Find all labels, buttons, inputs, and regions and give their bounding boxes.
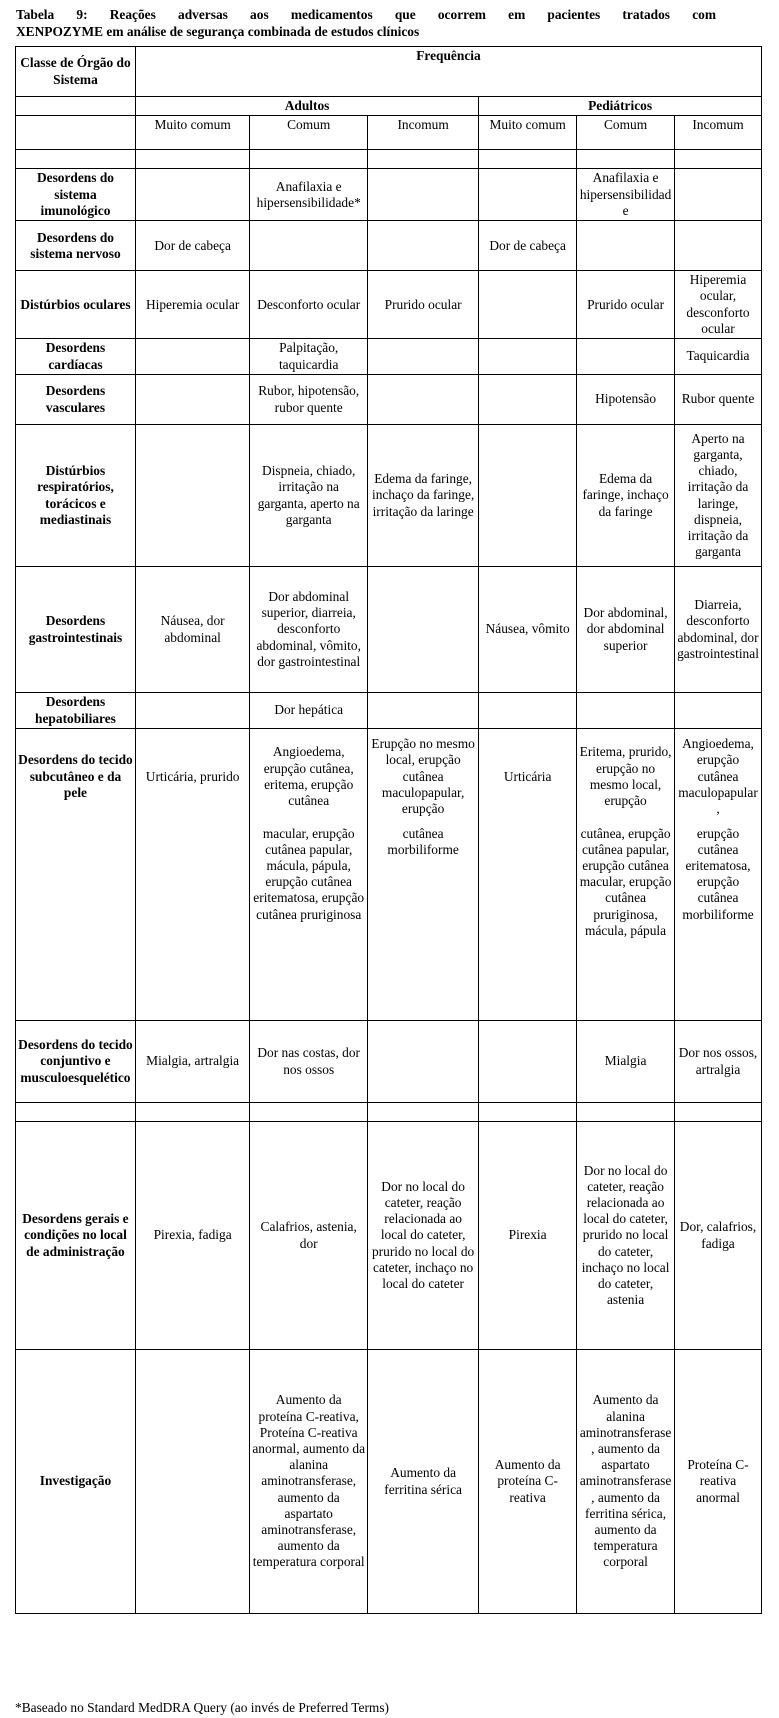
table-row-immune bbox=[16, 169, 762, 221]
spacer-cell bbox=[16, 150, 136, 169]
cell-pediatrics-uncommon: Dor nos ossos, artralgia bbox=[675, 1021, 762, 1103]
header-pediatrics-very-common: Muito comum bbox=[479, 116, 577, 150]
cell-adults-very-common: Náusea, dor abdominal bbox=[135, 567, 249, 693]
header-blank bbox=[16, 116, 136, 150]
header-pediatrics-common: Comum bbox=[577, 116, 675, 150]
cell-pediatrics-uncommon: Dor, calafrios, fadiga bbox=[675, 1122, 762, 1350]
organ-class: Desordens do tecido subcutâneo e da pele bbox=[16, 729, 136, 825]
table-row-hepato bbox=[16, 693, 762, 729]
organ-class: Desordens hepatobiliares bbox=[16, 693, 136, 729]
cell-adults-common: Calafrios, astenia, dor bbox=[250, 1122, 368, 1350]
table-caption bbox=[16, 6, 716, 40]
organ-class: Desordens gastrointestinais bbox=[16, 567, 136, 693]
cell-adults-very-common bbox=[135, 169, 249, 221]
cell-adults-very-common bbox=[135, 375, 249, 425]
table-row-musculo bbox=[16, 1021, 762, 1103]
header-adults-common: Comum bbox=[250, 116, 368, 150]
footnote: *Baseado no Standard MedDRA Query (ao invés de Preferred Terms) bbox=[15, 1700, 390, 1715]
cell-adults-uncommon: cutânea morbiliforme bbox=[368, 825, 479, 1021]
caption-line-1: Tabela 9: Reações adversas aos medicamentos que ocorrem em pacientes tratados com bbox=[16, 7, 716, 22]
cell-pediatrics-very-common: Urticária bbox=[479, 729, 577, 825]
cell-pediatrics-uncommon: erupção cutânea eritematosa, erupção cutânea morbiliforme bbox=[675, 825, 762, 1021]
cell-pediatrics-common: cutânea, erupção cutânea papular, erupção cutânea macular, erupção cutânea pruriginosa, mácula, pápula bbox=[577, 825, 675, 1021]
cell-pediatrics-very-common: Aumento da proteína C-reativa bbox=[479, 1350, 577, 1614]
organ-class: Desordens do sistema imunológico bbox=[16, 169, 136, 221]
cell-pediatrics-very-common bbox=[479, 425, 577, 567]
caption-line-2: XENPOZYME em análise de segurança combinada de estudos clínicos bbox=[16, 24, 420, 39]
table-row-eye bbox=[16, 271, 762, 339]
cell-adults-common: Anafilaxia e hipersensibilidade* bbox=[250, 169, 368, 221]
cell-adults-uncommon bbox=[368, 567, 479, 693]
cell-pediatrics-very-common bbox=[479, 1021, 577, 1103]
cell-adults-uncommon: Erupção no mesmo local, erupção cutânea maculopapular, erupção bbox=[368, 729, 479, 825]
table-row-nervous bbox=[16, 221, 762, 271]
cell-pediatrics-uncommon bbox=[675, 693, 762, 729]
organ-class: Desordens cardíacas bbox=[16, 339, 136, 375]
header-adults-very-common: Muito comum bbox=[135, 116, 249, 150]
header-adults: Adultos bbox=[135, 97, 478, 116]
cell-adults-very-common bbox=[135, 425, 249, 567]
organ-class: Desordens vasculares bbox=[16, 375, 136, 425]
table-row-cardiac bbox=[16, 339, 762, 375]
table-row-vascular bbox=[16, 375, 762, 425]
cell-pediatrics-very-common: Náusea, vômito bbox=[479, 567, 577, 693]
cell-pediatrics-very-common: Dor de cabeça bbox=[479, 221, 577, 271]
cell-pediatrics-common bbox=[577, 339, 675, 375]
cell-pediatrics-common: Mialgia bbox=[577, 1021, 675, 1103]
cell-adults-uncommon: Dor no local do cateter, reação relacionada ao local do cateter, prurido no local do cateter, inchaço no local do cateter bbox=[368, 1122, 479, 1350]
cell-adults-common: Dor hepática bbox=[250, 693, 368, 729]
cell-adults-common: Dor abdominal superior, diarreia, desconforto abdominal, vômito, dor gastrointestinal bbox=[250, 567, 368, 693]
cell-pediatrics-very-common: Pirexia bbox=[479, 1122, 577, 1350]
header-organ-class: Classe de Órgão do Sistema bbox=[16, 47, 136, 97]
cell-adults-uncommon: Aumento da ferritina sérica bbox=[368, 1350, 479, 1614]
table-row-general bbox=[16, 1122, 762, 1350]
table-row-respiratory bbox=[16, 425, 762, 567]
cell-adults-uncommon bbox=[368, 693, 479, 729]
cell-adults-very-common: Pirexia, fadiga bbox=[135, 1122, 249, 1350]
header-pediatrics-uncommon: Incomum bbox=[675, 116, 762, 150]
cell-adults-common: Desconforto ocular bbox=[250, 271, 368, 339]
organ-class: Desordens gerais e condições no local de administração bbox=[16, 1122, 136, 1350]
cell-pediatrics-common bbox=[577, 221, 675, 271]
cell-pediatrics-very-common bbox=[479, 169, 577, 221]
header-pediatrics: Pediátricos bbox=[479, 97, 762, 116]
cell-pediatrics-very-common bbox=[479, 825, 577, 1021]
cell-adults-very-common: Urticária, prurido bbox=[135, 729, 249, 825]
cell-adults-very-common bbox=[135, 825, 249, 1021]
cell-adults-very-common bbox=[135, 339, 249, 375]
table-row-skin bbox=[16, 729, 762, 825]
cell-adults-very-common: Mialgia, artralgia bbox=[135, 1021, 249, 1103]
cell-pediatrics-uncommon: Angioedema, erupção cutânea maculopapular, bbox=[675, 729, 762, 825]
cell-adults-common: macular, erupção cutânea papular, mácula, pápula, erupção cutânea eritematosa, erupção cutânea pruriginosa bbox=[250, 825, 368, 1021]
cell-pediatrics-uncommon bbox=[675, 169, 762, 221]
cell-pediatrics-uncommon bbox=[675, 221, 762, 271]
cell-adults-common: Dor nas costas, dor nos ossos bbox=[250, 1021, 368, 1103]
organ-class: Distúrbios respiratórios, torácicos e mediastinais bbox=[16, 425, 136, 567]
organ-class: Desordens do tecido conjuntivo e musculoesquelético bbox=[16, 1021, 136, 1103]
cell-adults-uncommon: Prurido ocular bbox=[368, 271, 479, 339]
cell-adults-common: Palpitação, taquicardia bbox=[250, 339, 368, 375]
cell-pediatrics-common: Anafilaxia e hipersensibilidade bbox=[577, 169, 675, 221]
cell-adults-uncommon bbox=[368, 339, 479, 375]
cell-adults-uncommon bbox=[368, 221, 479, 271]
cell-pediatrics-common bbox=[577, 693, 675, 729]
cell-pediatrics-common: Prurido ocular bbox=[577, 271, 675, 339]
cell-pediatrics-uncommon: Proteína C-reativa anormal bbox=[675, 1350, 762, 1614]
cell-pediatrics-very-common bbox=[479, 375, 577, 425]
header-frequency: Frequência bbox=[135, 47, 761, 97]
cell-adults-uncommon bbox=[368, 169, 479, 221]
cell-pediatrics-very-common bbox=[479, 339, 577, 375]
cell-pediatrics-uncommon: Rubor quente bbox=[675, 375, 762, 425]
cell-adults-common: Aumento da proteína C-reativa, Proteína C-reativa anormal, aumento da alanina aminotransferase, aumento da aspartato aminotransferase, aumento da temperatura corporal bbox=[250, 1350, 368, 1614]
cell-pediatrics-common: Aumento da alanina aminotransferase, aumento da aspartato aminotransferase, aumento da ferritina sérica, aumento da temperatura corporal bbox=[577, 1350, 675, 1614]
table-row-skin-continued bbox=[16, 825, 762, 1021]
cell-pediatrics-uncommon: Taquicardia bbox=[675, 339, 762, 375]
cell-adults-common bbox=[250, 221, 368, 271]
cell-adults-uncommon bbox=[368, 1021, 479, 1103]
cell-pediatrics-common: Hipotensão bbox=[577, 375, 675, 425]
organ-class: Investigação bbox=[16, 1350, 136, 1614]
cell-pediatrics-very-common bbox=[479, 693, 577, 729]
spacer-cell bbox=[16, 1103, 136, 1122]
cell-adults-very-common bbox=[135, 693, 249, 729]
cell-adults-very-common bbox=[135, 1350, 249, 1614]
header-blank bbox=[16, 97, 136, 116]
cell-adults-uncommon: Edema da faringe, inchaço da faringe, irritação da laringe bbox=[368, 425, 479, 567]
cell-pediatrics-common: Dor no local do cateter, reação relacionada ao local do cateter, prurido no local do cateter, inchaço no local do cateter, astenia bbox=[577, 1122, 675, 1350]
cell-pediatrics-uncommon: Diarreia, desconforto abdominal, dor gastrointestinal bbox=[675, 567, 762, 693]
cell-pediatrics-common: Dor abdominal, dor abdominal superior bbox=[577, 567, 675, 693]
cell-pediatrics-very-common bbox=[479, 271, 577, 339]
cell-adults-common: Angioedema, erupção cutânea, eritema, erupção cutânea bbox=[250, 729, 368, 825]
header-adults-uncommon: Incomum bbox=[368, 116, 479, 150]
table-row-gastro bbox=[16, 567, 762, 693]
organ-class bbox=[16, 825, 136, 1021]
cell-adults-uncommon bbox=[368, 375, 479, 425]
cell-pediatrics-common: Edema da faringe, inchaço da faringe bbox=[577, 425, 675, 567]
cell-pediatrics-uncommon: Aperto na garganta, chiado, irritação da laringe, dispneia, irritação da garganta bbox=[675, 425, 762, 567]
organ-class: Desordens do sistema nervoso bbox=[16, 221, 136, 271]
cell-adults-common: Rubor, hipotensão, rubor quente bbox=[250, 375, 368, 425]
table-row-investigation bbox=[16, 1350, 762, 1614]
cell-adults-very-common: Dor de cabeça bbox=[135, 221, 249, 271]
adverse-reactions-table bbox=[15, 46, 762, 1614]
cell-pediatrics-common: Eritema, prurido, erupção no mesmo local, erupção bbox=[577, 729, 675, 825]
cell-adults-common: Dispneia, chiado, irritação na garganta, aperto na garganta bbox=[250, 425, 368, 567]
cell-pediatrics-uncommon: Hiperemia ocular, desconforto ocular bbox=[675, 271, 762, 339]
cell-adults-very-common: Hiperemia ocular bbox=[135, 271, 249, 339]
organ-class: Distúrbios oculares bbox=[16, 271, 136, 339]
